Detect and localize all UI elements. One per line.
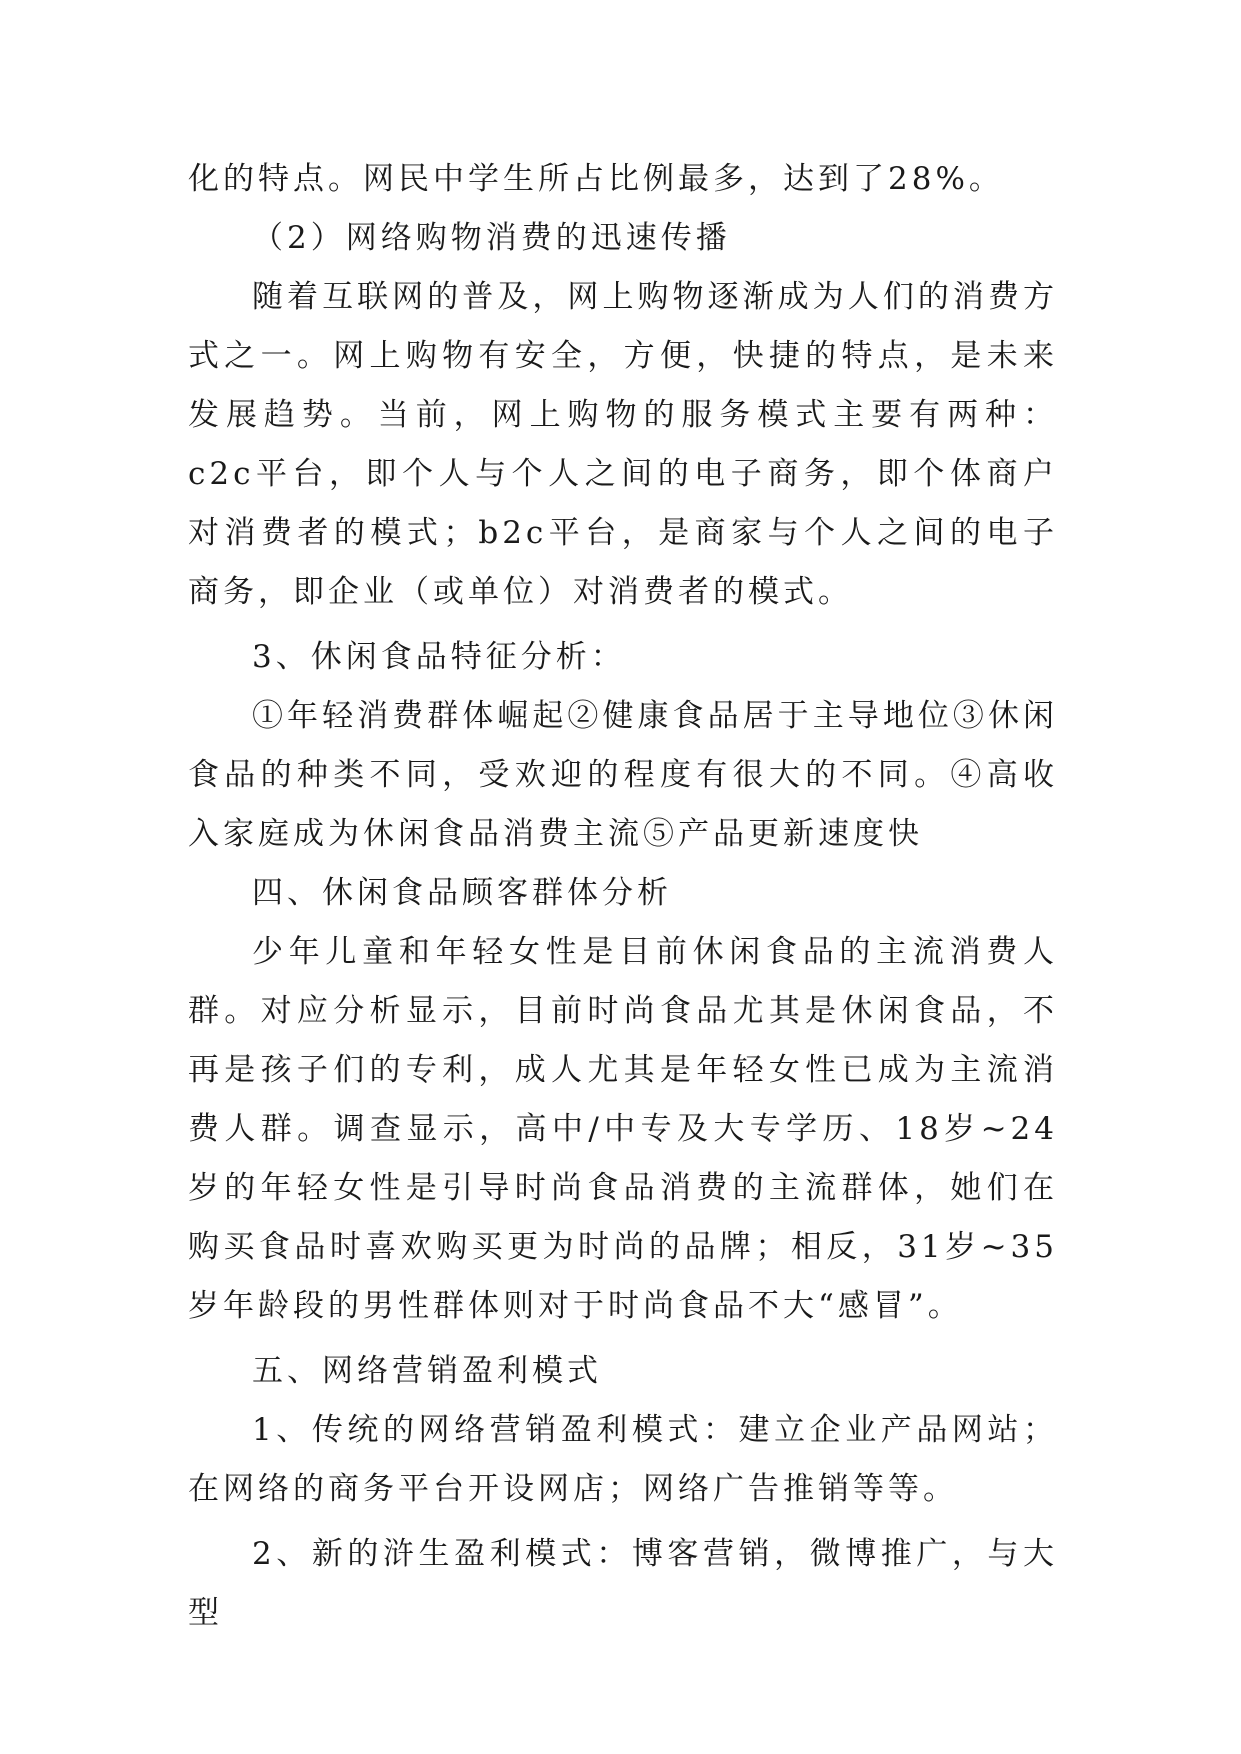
section-heading: 四、休闲食品顾客群体分析	[252, 875, 672, 911]
paragraph: 化的特点。网民中学生所占比例最多，达到了28%。	[188, 161, 1004, 197]
paragraph: ①年轻消费群体崛起②健康食品居于主导地位③休闲食品的种类不同，受欢迎的程度有很大的不同。④高收入家庭成为休闲食品消费主流⑤产品更新速度快	[188, 698, 1058, 852]
paragraph: 少年儿童和年轻女性是目前休闲食品的主流消费人群。对应分析显示，目前时尚食品尤其是休闲食品，不再是孩子们的专利，成人尤其是年轻女性已成为主流消费人群。调查显示，高中/中专及大专学历、18岁~24岁的年轻女性是引导时尚食品消费的主流群体，她们在购买食品时喜欢购买更为时尚的品牌；相反，31岁~35岁年龄段的男性群体则对于时尚食品不大“感冒”。	[188, 934, 1058, 1324]
paragraph: 1、传统的网络营销盈利模式：建立企业产品网站；在网络的商务平台开设网店；网络广告推销等等。	[188, 1412, 1058, 1507]
paragraph: 随着互联网的普及，网上购物逐渐成为人们的消费方式之一。网上购物有安全，方便，快捷的特点，是未来发展趋势。当前，网上购物的服务模式主要有两种：c2c平台，即个人与个人之间的电子商务，即个体商户对消费者的模式；b2c平台，是商家与个人之间的电子商务，即企业（或单位）对消费者的模式。	[188, 279, 1058, 610]
paragraph-heading: 3、休闲食品特征分析：	[252, 639, 626, 675]
document-body	[188, 150, 1058, 1643]
paragraph-heading: （2）网络购物消费的迅速传播	[252, 220, 731, 256]
paragraph: 2、新的浒生盈利模式：博客营销，微博推广，与大型	[188, 1536, 1058, 1631]
section-heading: 五、网络营销盈利模式	[252, 1353, 602, 1389]
